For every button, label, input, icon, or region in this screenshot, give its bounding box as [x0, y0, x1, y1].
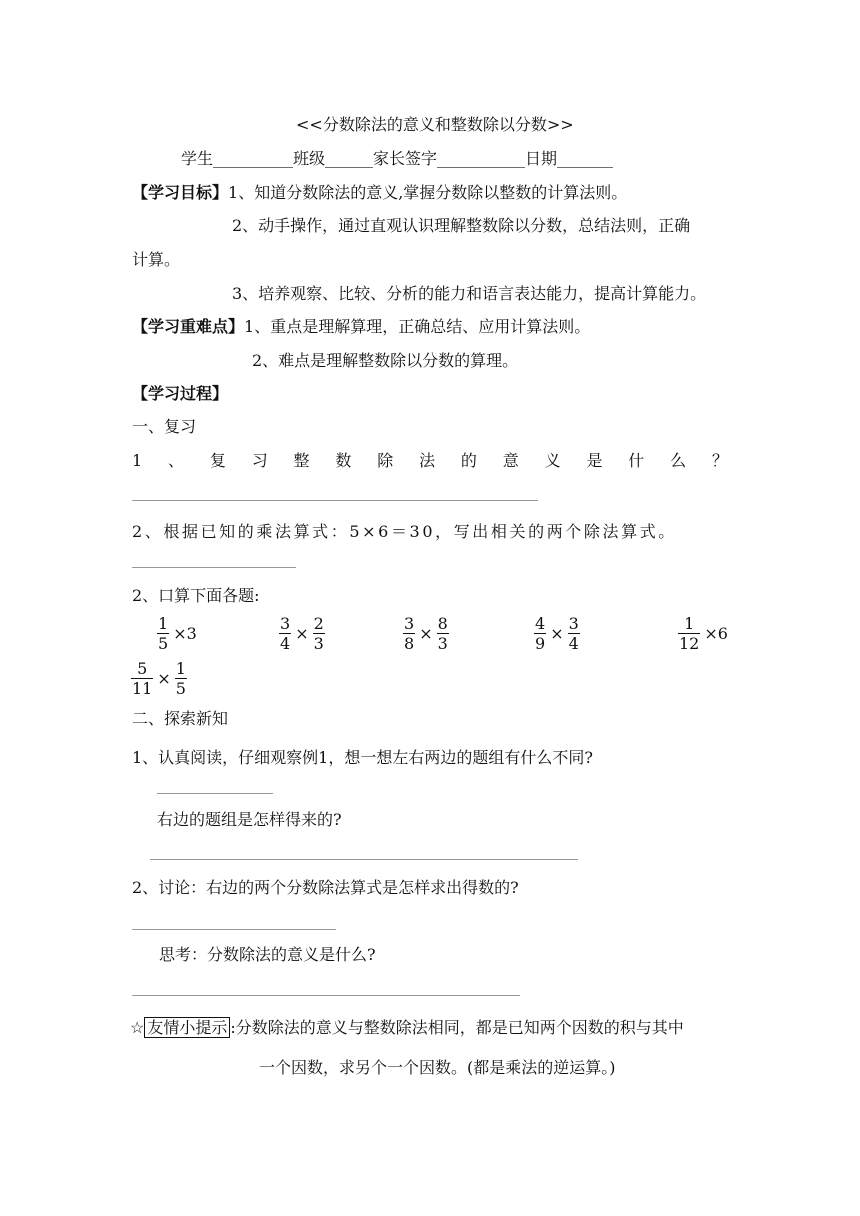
numerator: 1 [684, 614, 695, 633]
denominator: 3 [437, 634, 448, 653]
question-char: 义 [544, 451, 561, 470]
key-points-label: 【学习重难点】 [132, 317, 245, 336]
operator: × [157, 669, 171, 688]
fraction [403, 614, 415, 653]
tip-label: 友情小提示 [144, 1017, 230, 1038]
operator: × [295, 624, 309, 643]
exercise-6 [131, 659, 187, 698]
objectives-item-1 [132, 182, 627, 204]
question-char: 复 [209, 451, 226, 470]
student-info-line: 学生__________班级______家长签字___________日期_______ [181, 149, 614, 168]
question-char: ？ [711, 451, 728, 470]
exercise-4 [534, 614, 580, 653]
denominator: 12 [679, 634, 700, 653]
numerator: 3 [568, 614, 579, 633]
question-char: 数 [335, 451, 352, 470]
review-question-1 [132, 450, 728, 472]
denominator: 3 [313, 634, 324, 653]
answer-line [132, 500, 538, 501]
question-char: 除 [377, 451, 394, 470]
question-char: 是 [586, 451, 603, 470]
answer-line [157, 793, 273, 794]
numerator: 1 [158, 614, 169, 633]
exercise-1 [157, 614, 197, 653]
exercise-5 [678, 614, 728, 653]
objectives-text-1: 1、知道分数除法的意义,掌握分数除以整数的计算法则。 [228, 183, 628, 202]
objectives-item-3: 3、培养观察、比较、分析的能力和语言表达能力，提高计算能力。 [232, 284, 707, 303]
fraction [437, 614, 449, 653]
tip-text-1: :分数除法的意义与整数除法相同，都是已知两个因数的积与其中 [230, 1018, 684, 1037]
question-char: 的 [460, 451, 477, 470]
key-points-item-2: 2、难点是理解整数除以分数的算理。 [252, 351, 519, 370]
numerator: 1 [175, 659, 186, 678]
fraction [313, 614, 325, 653]
answer-line [150, 859, 578, 860]
question-char: 么 [670, 451, 687, 470]
exercise-3 [403, 614, 449, 653]
fraction [568, 614, 580, 653]
denominator: 11 [132, 679, 153, 698]
fraction [131, 659, 153, 698]
answer-line [132, 567, 296, 568]
fraction [279, 614, 291, 653]
key-points-text-1: 1、重点是理解算理，正确总结、应用计算法则。 [244, 317, 591, 336]
tip-line-1 [130, 1017, 684, 1039]
objectives-label: 【学习目标】 [132, 183, 229, 202]
question-char: 、 [168, 451, 185, 470]
denominator: 5 [175, 679, 186, 698]
review-question-3: 2、口算下面各题: [132, 586, 260, 605]
numerator: 3 [280, 614, 291, 633]
review-question-2: 2、根据已知的乘法算式：5×6＝30，写出相关的两个除法算式。 [132, 522, 677, 541]
key-points-item-1 [132, 316, 590, 338]
review-heading: 一、复习 [132, 417, 197, 436]
question-char: 习 [251, 451, 268, 470]
fraction [175, 659, 187, 698]
process-label: 【学习过程】 [132, 384, 229, 403]
explore-question-2: 2、讨论：右边的两个分数除法算式是怎样求出得数的? [132, 878, 519, 897]
question-char: 法 [419, 451, 436, 470]
fraction [157, 614, 169, 653]
question-char: 什 [628, 451, 645, 470]
answer-line [132, 995, 520, 996]
numerator: 4 [535, 614, 546, 633]
answer-line [132, 929, 336, 930]
numerator: 8 [437, 614, 448, 633]
operator: × [550, 624, 564, 643]
operator: ×3 [173, 624, 197, 643]
explore-question-1: 1、认真阅读，仔细观察例1，想一想左右两边的题组有什么不同? [132, 748, 593, 767]
explore-question-1b: 右边的题组是怎样得来的? [157, 810, 342, 829]
numerator: 2 [313, 614, 324, 633]
explore-question-2b: 思考：分数除法的意义是什么? [159, 945, 376, 964]
tip-line-2: 一个因数，求另个一个因数。(都是乘法的逆运算。) [259, 1058, 616, 1077]
denominator: 4 [280, 634, 291, 653]
denominator: 4 [568, 634, 579, 653]
exercise-2 [279, 614, 325, 653]
objectives-item-2a: 2、动手操作，通过直观认识理解整数除以分数，总结法则，正确 [232, 216, 691, 235]
denominator: 9 [535, 634, 546, 653]
star-icon: ☆ [130, 1018, 145, 1037]
question-char: 整 [293, 451, 310, 470]
operator: × [419, 624, 433, 643]
page-title: <<分数除法的意义和整数除以分数>> [296, 115, 574, 134]
denominator: 8 [404, 634, 415, 653]
question-char: 意 [502, 451, 519, 470]
fraction [534, 614, 546, 653]
fraction [678, 614, 700, 653]
numerator: 5 [137, 659, 148, 678]
numerator: 3 [404, 614, 415, 633]
question-char: 1 [132, 451, 143, 470]
operator: ×6 [704, 624, 728, 643]
explore-heading: 二、探索新知 [132, 709, 229, 728]
denominator: 5 [158, 634, 169, 653]
objectives-item-2b: 计算。 [132, 250, 181, 269]
